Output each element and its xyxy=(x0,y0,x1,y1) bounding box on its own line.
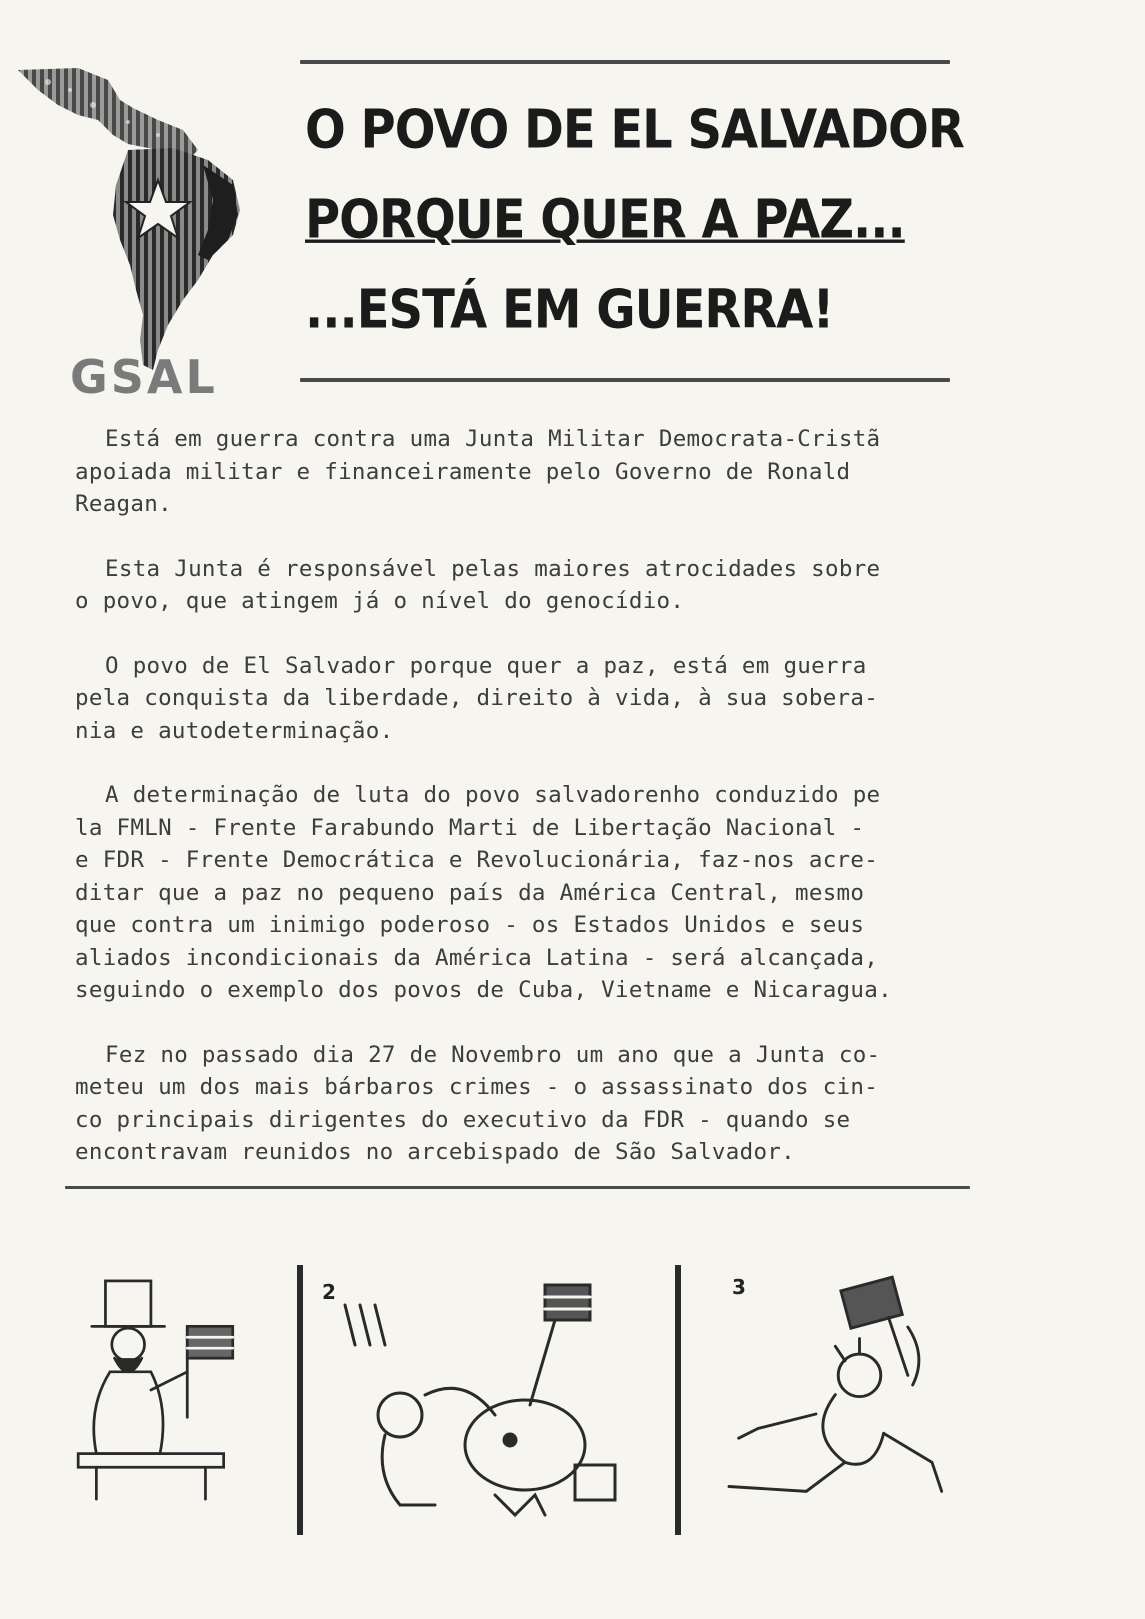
logo-text: GSAL xyxy=(70,350,218,404)
panel-divider xyxy=(675,1265,681,1535)
text-line: Reagan. xyxy=(75,491,172,517)
text-line: co principais dirigentes do executivo da FDR - quando se xyxy=(75,1106,851,1133)
header-bottom-rule xyxy=(300,378,950,382)
headline-line-2: PORQUE QUER A PAZ... xyxy=(305,188,905,251)
text-line: que contra um inimigo poderoso - os Estados Unidos e seus xyxy=(75,912,865,938)
text-line: nia e autodeterminação. xyxy=(75,717,394,744)
comics-separator-rule xyxy=(65,1186,970,1189)
paragraph-3 xyxy=(75,650,1060,748)
figure-running-with-flag-icon xyxy=(700,1265,990,1505)
uncle-sam-falling-icon xyxy=(315,1265,645,1525)
text-line: e FDR - Frente Democrática e Revolucionária, faz-nos acre- xyxy=(75,847,879,873)
text-line: Está em guerra contra uma Junta Militar Democrata-Cristã xyxy=(105,426,881,452)
paragraph-1 xyxy=(75,423,1060,521)
text-line: apoiada militar e financeiramente pelo Governo de Ronald xyxy=(75,458,851,485)
text-line: meteu um dos mais bárbaros crimes - o assassinato dos cin- xyxy=(75,1074,879,1100)
text-line: encontravam reunidos no arcebispado de São Salvador. xyxy=(75,1139,795,1165)
panel-divider xyxy=(297,1265,303,1535)
paragraph-5 xyxy=(75,1039,1060,1169)
text-line: pela conquista da liberdade, direito à vida, à sua sobera- xyxy=(75,685,879,711)
text-line: A determinação de luta do povo salvadorenho conduzido pe xyxy=(105,782,881,808)
text-line: la FMLN - Frente Farabundo Marti de Libertação Nacional - xyxy=(75,814,865,841)
headline-line-1: O POVO DE EL SALVADOR xyxy=(305,98,964,161)
paragraph-4 xyxy=(75,779,1060,1007)
headline-line-3: ...ESTÁ EM GUERRA! xyxy=(305,278,834,341)
text-line: O povo de El Salvador porque quer a paz, está em guerra xyxy=(105,652,867,679)
uncle-sam-with-flag-icon xyxy=(60,1265,260,1515)
panel-2-number: 2 xyxy=(322,1280,336,1304)
panel-3-number: 3 xyxy=(732,1275,746,1299)
text-line: seguindo o exemplo dos povos de Cuba, Vietname e Nicaragua. xyxy=(75,977,892,1003)
comic-strip xyxy=(60,1245,1020,1545)
body-text xyxy=(75,423,1060,1201)
text-line: Fez no passado dia 27 de Novembro um ano que a Junta co- xyxy=(105,1041,881,1068)
text-line: ditar que a paz no pequeno país da América Central, mesmo xyxy=(75,879,865,906)
paragraph-2 xyxy=(75,553,1060,618)
header-top-rule xyxy=(300,60,950,64)
text-line: aliados incondicionais da América Latina - será alcançada, xyxy=(75,944,879,971)
text-line: Esta Junta é responsável pelas maiores atrocidades sobre xyxy=(105,555,881,582)
text-line: o povo, que atingem já o nível do genocídio. xyxy=(75,588,685,614)
